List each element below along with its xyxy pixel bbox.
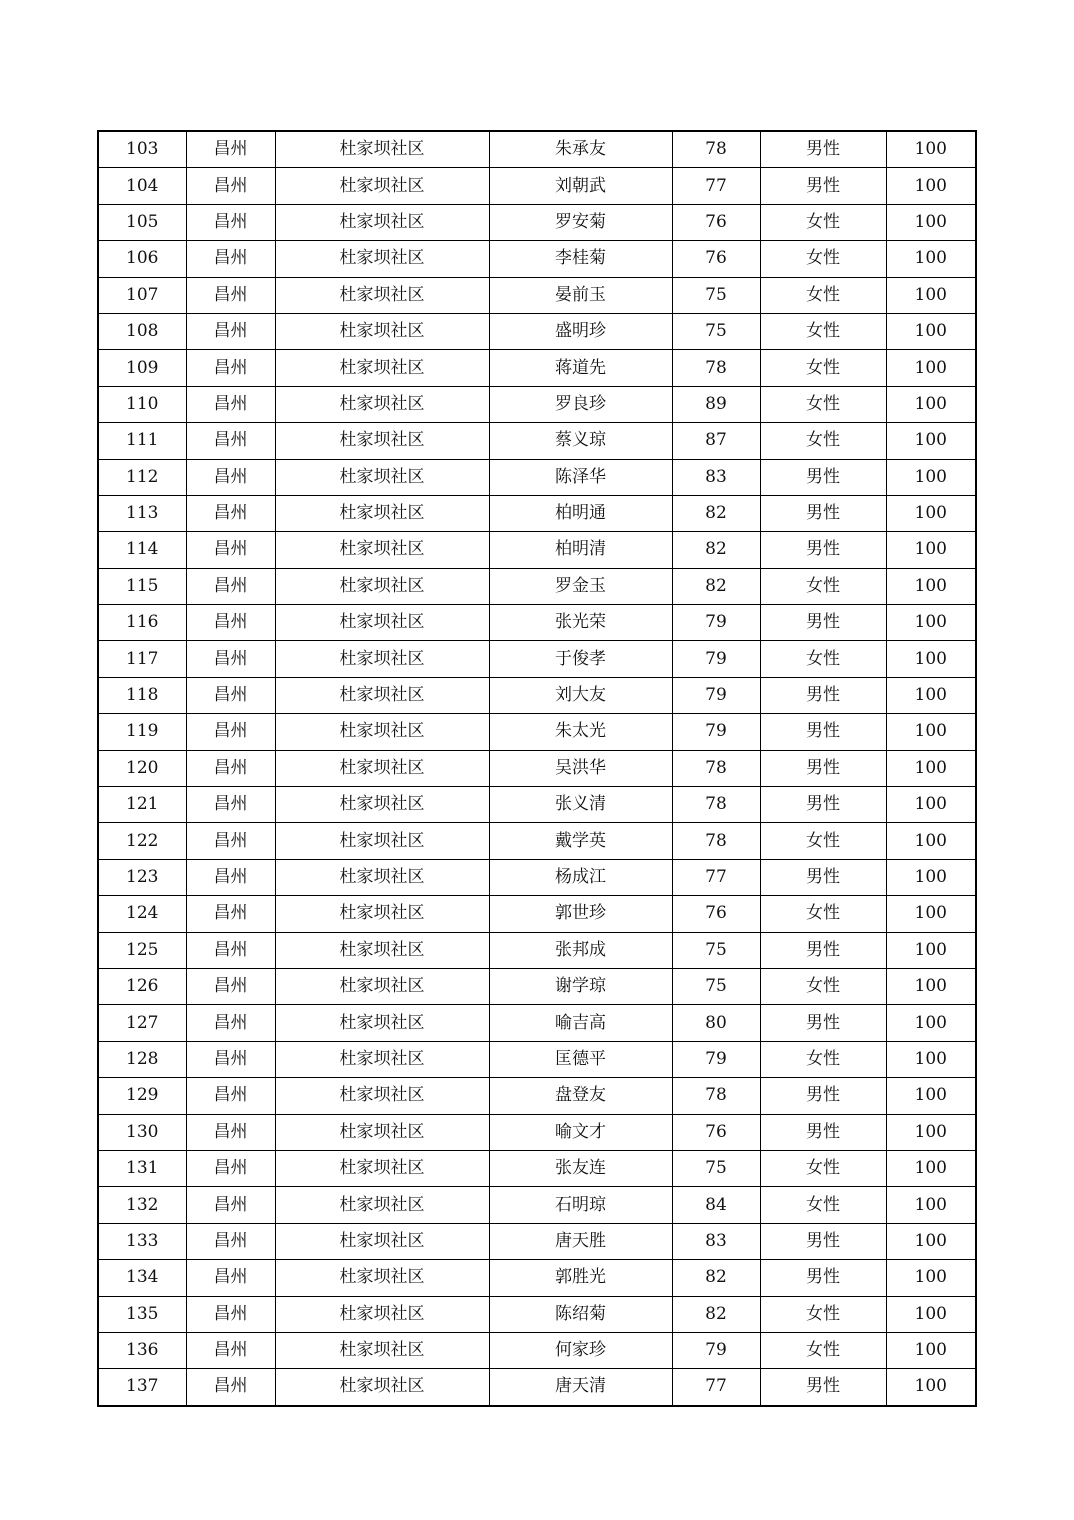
cell-age: 76 [672,204,760,240]
cell-name: 唐天胜 [489,1223,672,1259]
table-row [98,859,976,895]
table-row [98,968,976,1004]
cell-town: 昌州 [186,532,275,568]
cell-serial-number: 108 [98,313,186,349]
cell-gender: 男性 [760,1114,886,1150]
cell-community: 杜家坝社区 [275,1041,489,1077]
cell-name: 陈泽华 [489,459,672,495]
cell-name: 罗金玉 [489,568,672,604]
cell-age: 78 [672,750,760,786]
table-row [98,932,976,968]
cell-community: 杜家坝社区 [275,1150,489,1186]
cell-serial-number: 126 [98,968,186,1004]
cell-town: 昌州 [186,350,275,386]
cell-town: 昌州 [186,168,275,204]
cell-serial-number: 137 [98,1369,186,1406]
table-row [98,750,976,786]
cell-name: 匡德平 [489,1041,672,1077]
cell-amount: 100 [886,1260,976,1296]
table-row [98,131,976,168]
cell-serial-number: 120 [98,750,186,786]
cell-gender: 男性 [760,131,886,168]
table-row [98,641,976,677]
cell-age: 83 [672,1223,760,1259]
cell-gender: 女性 [760,896,886,932]
cell-community: 杜家坝社区 [275,495,489,531]
cell-gender: 女性 [760,241,886,277]
cell-gender: 女性 [760,568,886,604]
cell-age: 79 [672,1041,760,1077]
cell-serial-number: 115 [98,568,186,604]
cell-name: 罗安菊 [489,204,672,240]
cell-name: 蒋道先 [489,350,672,386]
cell-age: 76 [672,896,760,932]
cell-name: 盛明珍 [489,313,672,349]
cell-community: 杜家坝社区 [275,677,489,713]
cell-age: 82 [672,495,760,531]
table-row [98,568,976,604]
cell-age: 79 [672,605,760,641]
cell-community: 杜家坝社区 [275,750,489,786]
cell-serial-number: 116 [98,605,186,641]
cell-serial-number: 121 [98,787,186,823]
cell-community: 杜家坝社区 [275,641,489,677]
cell-name: 张邦成 [489,932,672,968]
table-row [98,423,976,459]
cell-serial-number: 106 [98,241,186,277]
cell-name: 刘朝武 [489,168,672,204]
cell-age: 89 [672,386,760,422]
cell-amount: 100 [886,823,976,859]
cell-gender: 女性 [760,386,886,422]
cell-town: 昌州 [186,968,275,1004]
cell-gender: 女性 [760,1187,886,1223]
cell-gender: 男性 [760,859,886,895]
cell-town: 昌州 [186,277,275,313]
cell-amount: 100 [886,641,976,677]
cell-serial-number: 129 [98,1078,186,1114]
cell-serial-number: 125 [98,932,186,968]
cell-age: 77 [672,1369,760,1406]
cell-gender: 女性 [760,313,886,349]
cell-town: 昌州 [186,641,275,677]
cell-age: 80 [672,1005,760,1041]
cell-gender: 男性 [760,1078,886,1114]
cell-age: 79 [672,641,760,677]
cell-amount: 100 [886,1005,976,1041]
cell-town: 昌州 [186,605,275,641]
cell-town: 昌州 [186,932,275,968]
cell-town: 昌州 [186,386,275,422]
cell-amount: 100 [886,459,976,495]
cell-town: 昌州 [186,131,275,168]
cell-serial-number: 107 [98,277,186,313]
cell-town: 昌州 [186,1187,275,1223]
cell-age: 78 [672,787,760,823]
cell-town: 昌州 [186,714,275,750]
cell-name: 郭胜光 [489,1260,672,1296]
cell-amount: 100 [886,1223,976,1259]
table-row [98,1078,976,1114]
table-row [98,1041,976,1077]
table-row [98,495,976,531]
cell-town: 昌州 [186,1296,275,1332]
cell-community: 杜家坝社区 [275,241,489,277]
cell-town: 昌州 [186,313,275,349]
cell-amount: 100 [886,241,976,277]
cell-age: 77 [672,859,760,895]
cell-amount: 100 [886,532,976,568]
cell-name: 石明琼 [489,1187,672,1223]
cell-gender: 男性 [760,1260,886,1296]
cell-amount: 100 [886,1114,976,1150]
cell-age: 79 [672,677,760,713]
table-row [98,1332,976,1368]
cell-name: 张友连 [489,1150,672,1186]
cell-amount: 100 [886,1041,976,1077]
cell-age: 75 [672,932,760,968]
cell-amount: 100 [886,1078,976,1114]
table-row [98,313,976,349]
cell-gender: 男性 [760,168,886,204]
cell-gender: 男性 [760,495,886,531]
cell-amount: 100 [886,350,976,386]
cell-serial-number: 112 [98,459,186,495]
cell-gender: 男性 [760,459,886,495]
cell-serial-number: 131 [98,1150,186,1186]
cell-name: 戴学英 [489,823,672,859]
cell-gender: 女性 [760,350,886,386]
cell-amount: 100 [886,313,976,349]
cell-age: 82 [672,1260,760,1296]
cell-town: 昌州 [186,423,275,459]
cell-name: 谢学琼 [489,968,672,1004]
cell-age: 76 [672,241,760,277]
cell-name: 柏明清 [489,532,672,568]
cell-name: 张义清 [489,787,672,823]
cell-name: 张光荣 [489,605,672,641]
cell-community: 杜家坝社区 [275,714,489,750]
cell-amount: 100 [886,495,976,531]
cell-town: 昌州 [186,204,275,240]
cell-community: 杜家坝社区 [275,423,489,459]
cell-town: 昌州 [186,1260,275,1296]
cell-town: 昌州 [186,1041,275,1077]
cell-gender: 男性 [760,1005,886,1041]
table-row [98,241,976,277]
cell-community: 杜家坝社区 [275,859,489,895]
cell-name: 柏明通 [489,495,672,531]
cell-serial-number: 111 [98,423,186,459]
cell-name: 陈绍菊 [489,1296,672,1332]
cell-gender: 男性 [760,677,886,713]
cell-town: 昌州 [186,459,275,495]
cell-name: 晏前玉 [489,277,672,313]
table-row [98,823,976,859]
cell-serial-number: 114 [98,532,186,568]
table-row [98,350,976,386]
cell-age: 75 [672,313,760,349]
cell-age: 79 [672,714,760,750]
cell-serial-number: 113 [98,495,186,531]
table-row [98,896,976,932]
cell-gender: 女性 [760,204,886,240]
cell-amount: 100 [886,605,976,641]
cell-amount: 100 [886,277,976,313]
cell-age: 87 [672,423,760,459]
cell-serial-number: 132 [98,1187,186,1223]
cell-gender: 女性 [760,823,886,859]
cell-age: 75 [672,1150,760,1186]
cell-gender: 女性 [760,277,886,313]
cell-serial-number: 109 [98,350,186,386]
cell-community: 杜家坝社区 [275,787,489,823]
cell-name: 吴洪华 [489,750,672,786]
cell-amount: 100 [886,131,976,168]
table-row [98,1187,976,1223]
cell-town: 昌州 [186,241,275,277]
table-row [98,1260,976,1296]
cell-serial-number: 104 [98,168,186,204]
cell-gender: 女性 [760,423,886,459]
table-row [98,1150,976,1186]
cell-amount: 100 [886,714,976,750]
cell-serial-number: 122 [98,823,186,859]
cell-serial-number: 117 [98,641,186,677]
cell-community: 杜家坝社区 [275,313,489,349]
cell-amount: 100 [886,423,976,459]
cell-amount: 100 [886,168,976,204]
cell-serial-number: 123 [98,859,186,895]
cell-serial-number: 134 [98,1260,186,1296]
cell-amount: 100 [886,1187,976,1223]
cell-name: 刘大友 [489,677,672,713]
cell-town: 昌州 [186,750,275,786]
cell-amount: 100 [886,386,976,422]
cell-age: 82 [672,532,760,568]
cell-serial-number: 130 [98,1114,186,1150]
table-row [98,532,976,568]
cell-serial-number: 124 [98,896,186,932]
cell-community: 杜家坝社区 [275,1332,489,1368]
table-row [98,677,976,713]
cell-amount: 100 [886,750,976,786]
cell-serial-number: 135 [98,1296,186,1332]
cell-town: 昌州 [186,896,275,932]
cell-amount: 100 [886,787,976,823]
cell-age: 82 [672,1296,760,1332]
cell-community: 杜家坝社区 [275,1260,489,1296]
cell-gender: 女性 [760,1150,886,1186]
table-row [98,1114,976,1150]
cell-age: 83 [672,459,760,495]
cell-amount: 100 [886,859,976,895]
cell-name: 李桂菊 [489,241,672,277]
table-row [98,386,976,422]
cell-gender: 女性 [760,1041,886,1077]
cell-age: 79 [672,1332,760,1368]
cell-gender: 男性 [760,932,886,968]
table-row [98,277,976,313]
table-row [98,1296,976,1332]
cell-amount: 100 [886,568,976,604]
cell-gender: 男性 [760,714,886,750]
cell-community: 杜家坝社区 [275,459,489,495]
cell-community: 杜家坝社区 [275,532,489,568]
cell-age: 76 [672,1114,760,1150]
cell-name: 喻吉高 [489,1005,672,1041]
cell-town: 昌州 [186,677,275,713]
cell-name: 喻文才 [489,1114,672,1150]
table-row [98,204,976,240]
cell-town: 昌州 [186,1150,275,1186]
cell-amount: 100 [886,1332,976,1368]
cell-name: 郭世珍 [489,896,672,932]
cell-town: 昌州 [186,1332,275,1368]
cell-name: 罗良珍 [489,386,672,422]
cell-community: 杜家坝社区 [275,968,489,1004]
cell-name: 唐天清 [489,1369,672,1406]
cell-gender: 男性 [760,1369,886,1406]
cell-name: 朱太光 [489,714,672,750]
cell-community: 杜家坝社区 [275,896,489,932]
cell-gender: 男性 [760,1223,886,1259]
cell-amount: 100 [886,204,976,240]
cell-age: 75 [672,277,760,313]
cell-gender: 男性 [760,787,886,823]
cell-gender: 女性 [760,1332,886,1368]
cell-age: 78 [672,823,760,859]
roster-table-body [98,131,976,1406]
table-row [98,459,976,495]
cell-amount: 100 [886,1150,976,1186]
cell-community: 杜家坝社区 [275,350,489,386]
cell-gender: 女性 [760,1296,886,1332]
cell-community: 杜家坝社区 [275,277,489,313]
cell-amount: 100 [886,968,976,1004]
cell-age: 78 [672,131,760,168]
table-row [98,1005,976,1041]
cell-serial-number: 133 [98,1223,186,1259]
cell-amount: 100 [886,896,976,932]
table-row [98,605,976,641]
cell-town: 昌州 [186,568,275,604]
table-row [98,1223,976,1259]
table-row [98,168,976,204]
cell-town: 昌州 [186,1078,275,1114]
cell-age: 77 [672,168,760,204]
cell-name: 何家珍 [489,1332,672,1368]
cell-town: 昌州 [186,787,275,823]
cell-amount: 100 [886,677,976,713]
cell-serial-number: 103 [98,131,186,168]
cell-community: 杜家坝社区 [275,1187,489,1223]
cell-amount: 100 [886,1296,976,1332]
cell-community: 杜家坝社区 [275,1223,489,1259]
cell-name: 杨成江 [489,859,672,895]
cell-amount: 100 [886,932,976,968]
cell-gender: 男性 [760,532,886,568]
cell-serial-number: 119 [98,714,186,750]
cell-age: 82 [672,568,760,604]
cell-amount: 100 [886,1369,976,1406]
cell-serial-number: 105 [98,204,186,240]
cell-community: 杜家坝社区 [275,131,489,168]
cell-community: 杜家坝社区 [275,605,489,641]
cell-name: 蔡义琼 [489,423,672,459]
cell-town: 昌州 [186,859,275,895]
cell-town: 昌州 [186,1005,275,1041]
cell-community: 杜家坝社区 [275,1114,489,1150]
cell-gender: 女性 [760,968,886,1004]
cell-community: 杜家坝社区 [275,386,489,422]
cell-age: 78 [672,350,760,386]
cell-town: 昌州 [186,495,275,531]
cell-community: 杜家坝社区 [275,1078,489,1114]
cell-serial-number: 118 [98,677,186,713]
cell-community: 杜家坝社区 [275,1369,489,1406]
cell-age: 75 [672,968,760,1004]
cell-town: 昌州 [186,823,275,859]
cell-town: 昌州 [186,1223,275,1259]
table-row [98,787,976,823]
cell-community: 杜家坝社区 [275,1005,489,1041]
cell-name: 朱承友 [489,131,672,168]
cell-town: 昌州 [186,1369,275,1406]
cell-serial-number: 136 [98,1332,186,1368]
roster-table [97,130,977,1407]
cell-name: 于俊孝 [489,641,672,677]
cell-serial-number: 128 [98,1041,186,1077]
cell-gender: 男性 [760,750,886,786]
cell-gender: 男性 [760,605,886,641]
cell-community: 杜家坝社区 [275,568,489,604]
cell-community: 杜家坝社区 [275,204,489,240]
table-row [98,1369,976,1406]
cell-serial-number: 110 [98,386,186,422]
cell-community: 杜家坝社区 [275,932,489,968]
cell-community: 杜家坝社区 [275,168,489,204]
cell-community: 杜家坝社区 [275,1296,489,1332]
cell-community: 杜家坝社区 [275,823,489,859]
cell-name: 盘登友 [489,1078,672,1114]
cell-serial-number: 127 [98,1005,186,1041]
cell-town: 昌州 [186,1114,275,1150]
cell-gender: 女性 [760,641,886,677]
cell-age: 84 [672,1187,760,1223]
cell-age: 78 [672,1078,760,1114]
table-row [98,714,976,750]
